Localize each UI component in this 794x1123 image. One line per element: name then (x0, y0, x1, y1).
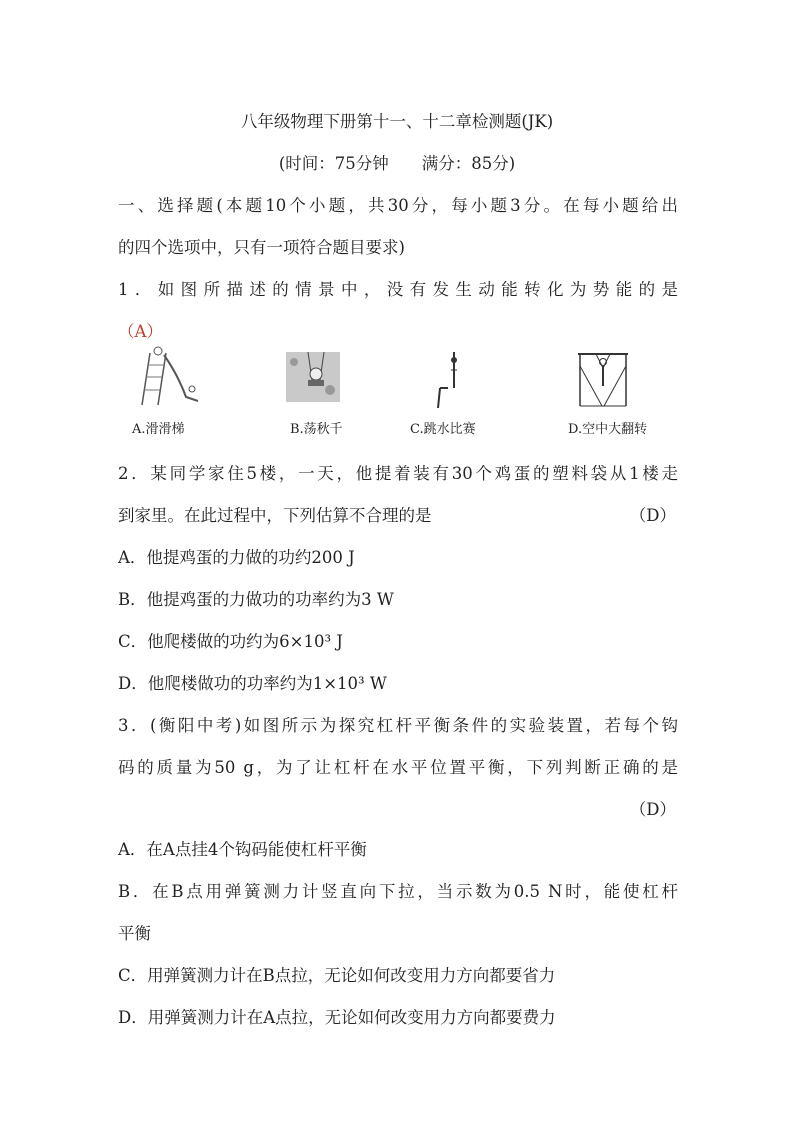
q2-stem-line1: 2．某同学家住5楼，一天，他提着装有30个鸡蛋的塑料袋从1楼走 (118, 464, 678, 483)
q2-answer: （D） (629, 506, 676, 525)
q3-option-c: C．用弹簧测力计在B点拉，无论如何改变用力方向都要省力 (118, 966, 556, 985)
q1-caption-c: C.跳水比赛 (410, 422, 476, 437)
section-heading-line1: 一、选择题(本题10个小题，共30分，每小题3分。在每小题给出 (118, 196, 678, 215)
q3-answer: （D） (629, 800, 676, 819)
q3-option-b: B．在B点用弹簧测力计竖直向下拉，当示数为0.5 N时，能使杠杆 (118, 882, 678, 901)
q2-option-b: B．他提鸡蛋的力做功的功率约为3 W (118, 590, 394, 609)
page-title: 八年级物理下册第十一、十二章检测题(JK) (240, 112, 554, 131)
q3-option-d: D．用弹簧测力计在A点拉，无论如何改变用力方向都要费力 (118, 1008, 556, 1027)
q1-caption-b: B.荡秋千 (290, 422, 343, 437)
swing-icon (286, 352, 340, 402)
q1-answer: （A） (118, 322, 163, 341)
q1-caption-a: A.滑滑梯 (132, 422, 185, 437)
q2-option-a: A．他提鸡蛋的力做的功约200 J (118, 548, 355, 567)
q3-option-a: A．在A点挂4个钩码能使杠杆平衡 (118, 840, 367, 859)
q2-stem-line2: 到家里。在此过程中，下列估算不合理的是 (118, 506, 432, 525)
section-heading-line2: 的四个选项中，只有一项符合题目要求) (118, 238, 405, 257)
q3-stem-line1: 3．(衡阳中考)如图所示为探究杠杆平衡条件的实验装置，若每个钩 (118, 716, 678, 735)
page-subtitle: (时间：75分钟 满分：85分) (278, 154, 516, 173)
diving-icon (432, 348, 472, 410)
gymnastics-icon (572, 352, 634, 408)
slide-icon (128, 345, 208, 407)
q2-option-c: C．他爬楼做的功约为6×10³ J (118, 632, 343, 651)
q3-stem-line2: 码的质量为50 g，为了让杠杆在水平位置平衡，下列判断正确的是 (118, 758, 678, 777)
q3-option-b-continued: 平衡 (118, 924, 151, 943)
q1-caption-d: D.空中大翻转 (568, 422, 648, 437)
q2-option-d: D．他爬楼做功的功率约为1×10³ W (118, 674, 387, 693)
q1-stem: 1．如图所描述的情景中，没有发生动能转化为势能的是 (118, 280, 678, 299)
